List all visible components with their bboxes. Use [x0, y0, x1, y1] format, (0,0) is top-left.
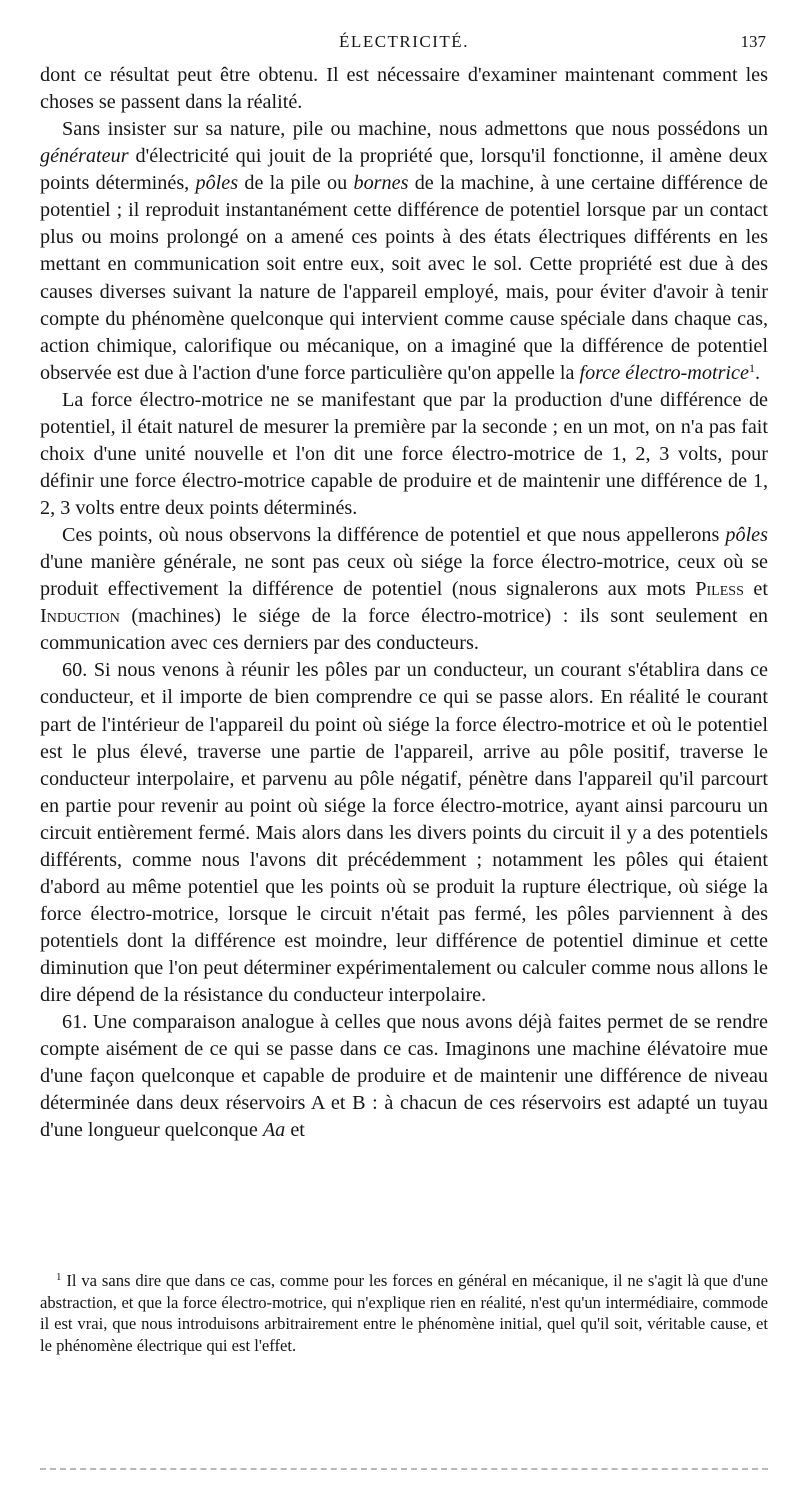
page-number: 137 [740, 32, 766, 51]
paragraph-continuation: dont ce résultat peut être obtenu. Il est nécessaire d'examiner maintenant comment les choses se passent dans la réalité. [40, 64, 768, 114]
body-text [40, 62, 768, 1145]
italic-term-bornes: bornes [353, 172, 409, 195]
italic-term-poles: pôles [725, 524, 768, 547]
running-head [40, 32, 768, 56]
text-span: de la machine, à une certaine différence de potentiel ; il reproduit instantanément cette différence de potentiel lorsque par un contact plus ou moins prolongé on a amené ces points à des états électriques différents en les mettant en communication soit entre eux, soit avec le sol. Cette propriété est due à des causes diverses suivant la nature de l'appareil employé, mais, pour éviter d'avoir à tenir compte du phénomène quelconque qui intervient comme cause spéciale dans chaque cas, action chimique, calorifique ou mécanique, on a imaginé que la différence de potentiel observée est due à l'action d'une force particulière qu'on appelle la [40, 172, 768, 384]
footnote [40, 1270, 768, 1356]
paragraph-section-60: 60. Si nous venons à réunir les pôles par un conducteur, un courant s'établira dans ce conducteur, et il importe de bien comprendre ce qui se passe alors. En réalité le courant part de l'intérieur de l'appareil du point où siége la force électro-motrice et où le potentiel est le plus élevé, traverse une partie de l'appareil, arrive au pôle positif, traverse le conducteur interpolaire, et parvenu au pôle négatif, pénètre dans l'appareil qu'il parcourt en partie pour revenir au point où siége la force électro-motrice, ayant ainsi parcouru un circuit entièrement fermé. Mais alors dans les divers points du circuit il y a des potentiels différents, comme nous l'avons dit précédemment ; notamment les pôles qui étaient d'abord au même potentiel que les points où se produit la rupture électrique, où siége la force électro-motrice, lorsque le circuit n'était pas fermé, les pôles parviennent à des potentiels dont la différence est moindre, leur différence de potentiel diminue et cette diminution que l'on peut déterminer expérimentalement ou calculer comme nous allons le dire dépend de la résistance du conducteur interpolaire. [40, 659, 768, 1007]
text-span: et [285, 1119, 305, 1142]
paragraph-section-61 [40, 1009, 768, 1144]
footnote-area [40, 1270, 768, 1356]
footnote-mark: 1 [56, 1271, 62, 1283]
text-span: Sans insister sur sa nature, pile ou machine, nous admettons que nous possédons un [62, 118, 768, 141]
footnote-reference: 1 [748, 360, 755, 375]
italic-term-force-electro-motrice: force électro-motrice [579, 361, 749, 384]
cross-reference-induction: Induction [40, 605, 120, 628]
bottom-rule [40, 1468, 768, 1470]
text-span: 61. Une comparaison analogue à celles que nous avons déjà faites permet de se rendre compte aisément de ce qui se passe dans ce cas. Imaginons une machine élévatoire mue d'une façon quelconque et capable de produire et de maintenir une différence de niveau déterminée dans deux réservoirs A et B : à chacun de ces réservoirs est adapté un tuyau d'une longueur quelconque [40, 1011, 768, 1142]
text-span: (machines) le siége de la force électro-motrice) : ils sont seulement en communication avec ces derniers par des conducteurs. [40, 605, 768, 655]
footnote-text: Il va sans dire que dans ce cas, comme pour les forces en général en mécanique, il ne s'agit là que d'une abstraction, et que la force électro-motrice, qui n'explique rien en réalité, n'est qu'un intermédiaire, commode il est vrai, que nous introduisons arbitrairement entre le phénomène initial, quel qu'il soit, véritable cause, et le phénomène électrique qui est l'effet. [40, 1271, 768, 1355]
text-span: Ces points, où nous observons la différence de potentiel et que nous appellerons [62, 524, 726, 547]
paragraph-force-electro-motrice: La force électro-motrice ne se manifestant que par la production d'une différence de potentiel, il était naturel de mesurer la première par la seconde ; en un mot, on n'a pas fait choix d'une unité nouvelle et l'on dit une force électro-motrice de 1, 2, 3 volts, pour définir une force électro-motrice capable de produire et de maintenir une différence de 1, 2, 3 volts entre deux points déterminés. [40, 388, 768, 519]
text-span: de la pile ou [238, 172, 354, 195]
italic-label-aa: Aa [262, 1119, 286, 1142]
cross-reference-piles: Piless [695, 578, 744, 601]
paragraph-generateur [40, 116, 768, 387]
text-span: d'une manière générale, ne sont pas ceux où siége la force électro-motrice, ceux où se produit effectivement la différence de potentiel (nous signalerons aux mots [40, 551, 768, 601]
paragraph-poles [40, 522, 768, 657]
text-span: et [743, 578, 768, 601]
italic-term-poles: pôles [195, 172, 239, 195]
italic-term-generateur: générateur [40, 145, 129, 168]
text-span: d'électricité qui jouit de la propriété que, lorsqu'il fonctionne, il amène deux points déterminés, [40, 145, 768, 195]
running-title: ÉLECTRICITÉ. [339, 32, 469, 51]
text-span: . [754, 361, 760, 384]
book-page [40, 0, 768, 1510]
